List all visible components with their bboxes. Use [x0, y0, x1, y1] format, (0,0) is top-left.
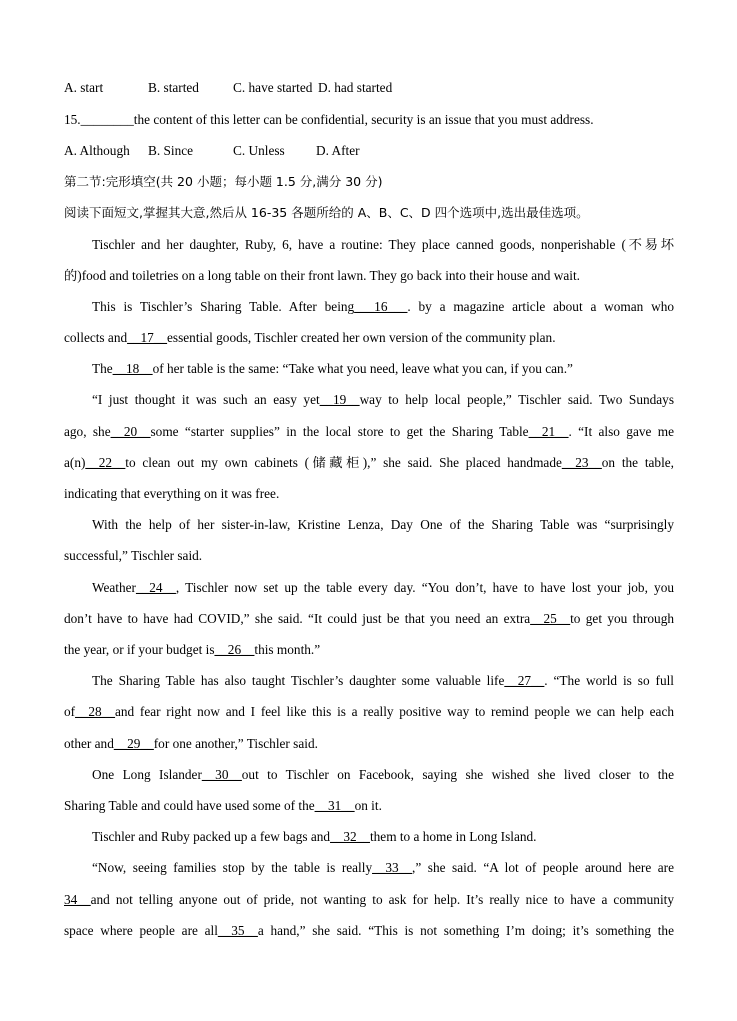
passage-line: “Now, seeing families stop by the table is really__33__,” she said. “A lot of people around here are [92, 860, 675, 875]
section2-instruction: 阅读下面短文,掌握其大意,然后从 16-35 各题所给的 A、B、C、D 四个选项中,选出最佳选项。 [64, 205, 589, 220]
blank-20: __20__ [110, 424, 151, 439]
passage-line: of__28__and fear right now and I feel like this is a really positive way to remind people we can help each [64, 704, 674, 719]
passage-line: other and__29__for one another,” Tischler said. [64, 736, 318, 751]
passage-line: ago, she__20__some “starter supplies” in the local store to get the Sharing Table__21__. “It also gave me [64, 424, 674, 439]
q14-option-c: C. have started [233, 80, 313, 95]
passage-line: collects and__17__essential goods, Tischler created her own version of the community plan. [64, 330, 556, 345]
passage-line: The__18__of her table is the same: “Take what you need, leave what you can, if you can.” [92, 361, 573, 376]
passage-line: space where people are all__35__a hand,” she said. “This is not something I’m doing; it’s something the [64, 923, 674, 938]
passage-line: don’t have to have had COVID,” she said. “It could just be that you need an extra__25__to get you through [64, 611, 675, 626]
blank-32: __32__ [330, 829, 370, 844]
section2-title: 第二节:完形填空(共 20 小题；每小题 1.5 分,满分 30 分) [64, 174, 383, 189]
passage-line: the year, or if your budget is__26__this month.” [64, 642, 321, 657]
blank-25: __25__ [530, 611, 571, 626]
passage-line: Sharing Table and could have used some of the__31__on it. [64, 798, 382, 813]
q15-option-c: C. Unless [233, 143, 285, 158]
q14-option-b: B. started [148, 80, 199, 95]
passage-line: The Sharing Table has also taught Tischler’s daughter some valuable life__27__. “The world is so full [92, 673, 675, 688]
q14-option-a: A. start [64, 80, 104, 95]
passage-line: 34__and not telling anyone out of pride, not wanting to ask for help. It’s really nice to have a community [64, 892, 674, 907]
blank-27: __27__ [504, 673, 545, 688]
blank-35: __35__ [217, 923, 258, 938]
q15-options [64, 141, 674, 161]
passage-line: a(n)__22__to clean out my own cabinets (储藏柜),” she said. She placed handmade__23__on the table, [64, 455, 674, 470]
blank-26: __26__ [214, 642, 255, 657]
passage-line: This is Tischler’s Sharing Table. After being___16___. by a magazine article about a woman who [92, 299, 675, 314]
q15-option-a: A. Although [64, 143, 130, 158]
q15-stem: 15.________the content of this letter can be confidential, security is an issue that you must address. [64, 112, 594, 127]
blank-24: __24__ [135, 580, 176, 595]
blank-18: __18__ [112, 361, 153, 376]
passage-line: Tischler and her daughter, Ruby, 6, have a routine: They place canned goods, nonperishable (不易坏 [92, 237, 674, 252]
q15-option-b: B. Since [148, 143, 194, 158]
blank-34: 34__ [64, 892, 91, 907]
passage-line: 的)food and toiletries on a long table on their front lawn. They go back into their house and wait. [64, 268, 580, 283]
blank-22: __22__ [85, 455, 126, 470]
blank-31: __31__ [314, 798, 355, 813]
blank-19: __19__ [319, 392, 360, 407]
blank-16: ___16___ [354, 299, 408, 314]
blank-21: __21__ [528, 424, 569, 439]
q14-options [64, 78, 674, 98]
q14-option-d: D. had started [318, 80, 393, 95]
passage-line: successful,” Tischler said. [64, 548, 203, 563]
q15-option-d: D. After [316, 143, 360, 158]
passage-line: Tischler and Ruby packed up a few bags and__32__them to a home in Long Island. [92, 829, 537, 844]
blank-23: __23__ [561, 455, 602, 470]
passage-line: With the help of her sister-in-law, Kristine Lenza, Day One of the Sharing Table was “surprisingly [92, 517, 674, 532]
passage-line: indicating that everything on it was free. [64, 486, 280, 501]
passage-line: “I just thought it was such an easy yet__19__way to help local people,” Tischler said. Two Sundays [92, 392, 674, 407]
blank-28: __28__ [75, 704, 115, 719]
blank-29: __29__ [113, 736, 154, 751]
blank-17: __17__ [127, 330, 168, 345]
blank-33: __33__ [372, 860, 412, 875]
passage-line: Weather__24__, Tischler now set up the table every day. “You don’t, have to have lost your job, you [92, 580, 674, 595]
passage-line: One Long Islander__30__out to Tischler on Facebook, saying she wished she lived closer to the [92, 767, 674, 782]
blank-30: __30__ [201, 767, 242, 782]
